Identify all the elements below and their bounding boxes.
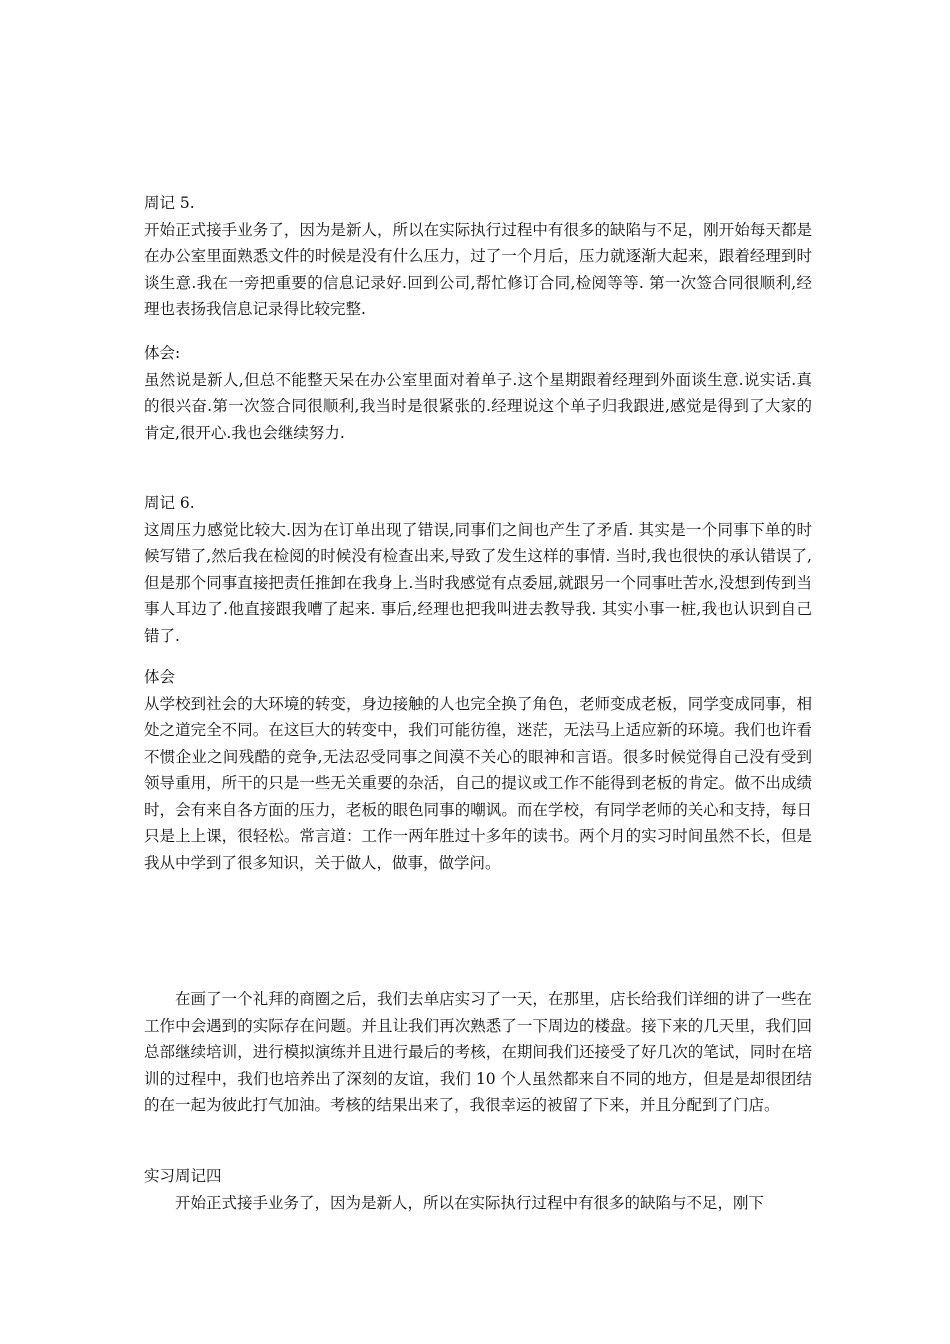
section-body: 这周压力感觉比较大.因为在订单出现了错误,同事们之间也产生了矛盾. 其实是一个同事下单的时候写错了,然后我在检阅的时候没有检查出来,导致了发生这样的事情. 当时,我也很快的承认错误了,但是那个同事直接把责任推卸在我身上.当时我感觉有点委屈,就跟另一个同事吐苦水,没想到传到当事人耳边了.他直接跟我嘈了起来. 事后,经理也把我叫进去教导我. 其实小事一桩,我也认识到自己错了. [144, 520, 812, 645]
store-internship-paragraph: 在画了一个礼拜的商圈之后，我们去单店实习了一天，在那里，店长给我们详细的讲了一些在工作中会遇到的实际存在问题。并且让我们再次熟悉了一下周边的楼盘。接下来的几天里，我们回总部继续培训，进行模拟演练并且进行最后的考核，在期间我们还接受了好几次的笔试，同时在培训的过程中，我们也培养出了深刻的友谊，我们 10 个人虽然都来自不同的地方，但是是却很团结的在一起为彼此打气加油。考核的结果出来了，我很幸运的被留了下来，并且分配到了门店。 [144, 990, 812, 1114]
section-reflection-2 [144, 664, 812, 876]
section-week4 [144, 1163, 812, 1216]
section-heading: 体会: [144, 344, 181, 362]
section-body: 虽然说是新人,但总不能整天呆在办公室里面对着单子.这个星期跟着经理到外面谈生意.说实话.真的很兴奋.第一次签合同很顺利,我当时是很紧张的.经理说这个单子归我跟进,感觉是得到了大家的肯定,很开心.我也会继续努力. [144, 370, 812, 442]
section-body: 开始正式接手业务了，因为是新人，所以在实际执行过程中有很多的缺陷与不足，刚下 [175, 1193, 765, 1212]
section-body: 从学校到社会的大环境的转变，身边接触的人也完全换了角色，老师变成老板，同学变成同事，相处之道完全不同。在这巨大的转变中，我们可能彷徨，迷茫，无法马上适应新的环境。我们也许看不惯企业之间残酷的竞争,无法忍受同事之间漠不关心的眼神和言语。很多时候觉得自己没有受到领导重用，所干的只是一些无关重要的杂活，自己的提议或工作不能得到老板的肯定。做不出成绩时，会有来自各方面的压力，老板的眼色同事的嘲讽。而在学校，有同学老师的关心和支持，每日只是上上课，很轻松。常言道：工作一两年胜过十多年的读书。两个月的实习时间虽然不长，但是我从中学到了很多知识，关于做人，做事，做学问。 [144, 694, 812, 872]
section-heading: 周记 6. [144, 494, 195, 512]
section-reflection-1 [144, 340, 812, 446]
section-week6 [144, 490, 812, 649]
section-heading: 实习周记四 [144, 1167, 222, 1185]
section-week5 [144, 190, 812, 323]
section-body: 开始正式接手业务了，因为是新人，所以在实际执行过程中有很多的缺陷与不足，刚开始每天都是在办公室里面熟悉文件的时候是没有什么压力，过了一个月后，压力就逐渐大起来，跟着经理到时谈生意.我在一旁把重要的信息记录好.回到公司,帮忙修订合同,检阅等等. 第一次签合同很顺利,经理也表扬我信息记录得比较完整. [144, 220, 812, 318]
section-heading: 周记 5. [144, 194, 195, 212]
section-heading: 体会 [144, 668, 176, 686]
